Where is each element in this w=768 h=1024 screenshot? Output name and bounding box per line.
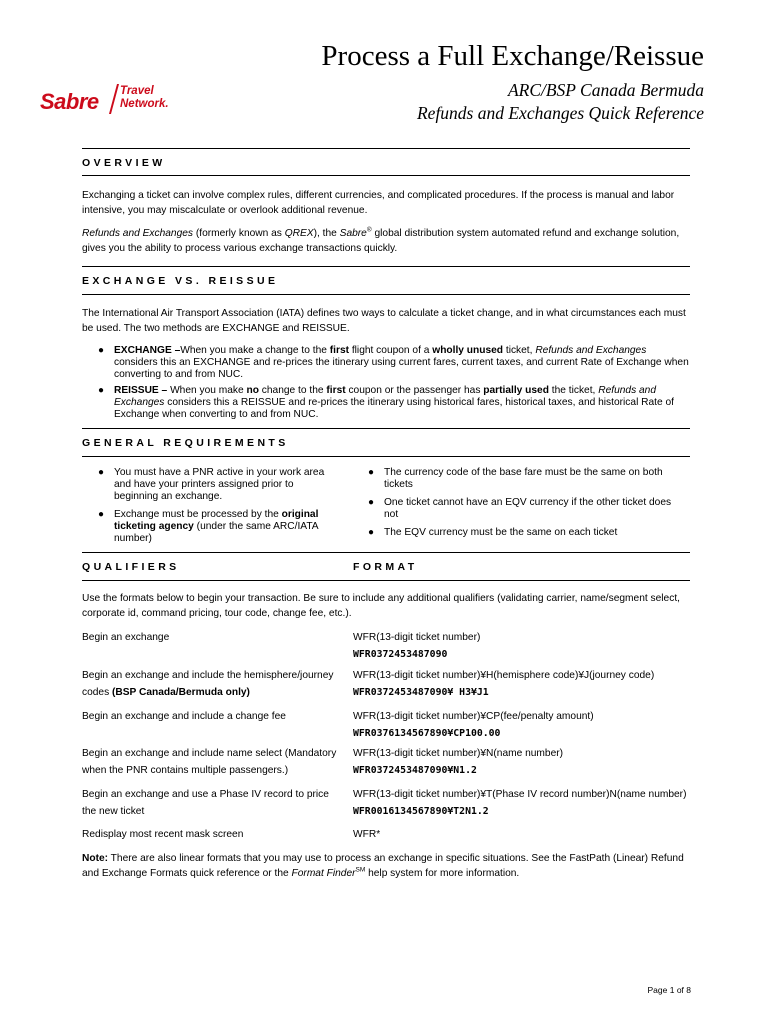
list-item-requirement: ● You must have a PNR active in your work area and have your printers assigned prior to beginning an exchange. bbox=[98, 467, 325, 502]
section-divider bbox=[82, 580, 690, 581]
section-divider bbox=[82, 552, 690, 553]
section-divider bbox=[82, 148, 690, 149]
section-heading-overview: OVERVIEW bbox=[82, 157, 166, 169]
table-row-format: WFR(13-digit ticket number)¥T(Phase IV record number)N(name number) WFR0016134567890¥T2N1.2 bbox=[353, 786, 693, 820]
section-divider bbox=[82, 266, 690, 267]
bullet-icon: ● bbox=[98, 467, 105, 478]
bullet-icon: ● bbox=[98, 509, 105, 520]
page-subtitle: ARC/BSP Canada Bermuda bbox=[507, 80, 704, 100]
page-subtitle-secondary: Refunds and Exchanges Quick Reference bbox=[416, 103, 704, 123]
section-divider bbox=[82, 294, 690, 295]
bullet-icon: ● bbox=[368, 527, 375, 538]
table-row-label: Begin an exchange bbox=[82, 632, 170, 643]
page-title: Process a Full Exchange/Reissue bbox=[321, 40, 704, 72]
table-row-label: Begin an exchange and include a change fee bbox=[82, 711, 286, 722]
table-row-format: WFR(13-digit ticket number)¥CP(fee/penalty amount) WFR0376134567890¥CP100.00 bbox=[353, 708, 693, 742]
list-item-reissue: ● REISSUE – When you make no change to the first coupon or the passenger has partially used the ticket, Refunds and Exchanges considers this a REISSUE and re-prices the itinerary using historical fares, historical taxes, and historical Rate of Exchange when converting to and from NUC. bbox=[98, 385, 675, 420]
bullet-icon: ● bbox=[368, 467, 375, 478]
table-row-format: WFR(13-digit ticket number)¥N(name number) WFR0372453487090¥N1.2 bbox=[353, 745, 693, 779]
section-heading-exchange-vs-reissue: EXCHANGE VS. REISSUE bbox=[82, 275, 279, 287]
section-divider bbox=[82, 175, 690, 176]
section-divider bbox=[82, 428, 690, 429]
list-item-requirement: ● One ticket cannot have an EQV currency if the other ticket does not bbox=[368, 497, 672, 520]
section-divider bbox=[82, 456, 690, 457]
table-row-format: WFR* bbox=[353, 829, 381, 840]
list-item-exchange: ● EXCHANGE –When you make a change to the first flight coupon of a wholly unused ticket, Refunds and Exchanges considers this an EXCHANGE and re-prices the itinerary using current fares, current taxes, and current Rate of Exchange when converting to and from NUC. bbox=[98, 345, 689, 380]
format-example: WFR0376134567890¥CP100.00 bbox=[353, 728, 501, 739]
exchange-intro-paragraph: The International Air Transport Association (IATA) defines two ways to calculate a ticket change, and in what circumstances each must be used. The two methods are EXCHANGE and REISSUE. bbox=[82, 308, 686, 334]
bullet-icon: ● bbox=[368, 497, 375, 508]
table-row-label: Begin an exchange and include the hemisphere/journey codes (BSP Canada/Bermuda only) bbox=[82, 670, 334, 698]
table-row-label: Redisplay most recent mask screen bbox=[82, 829, 244, 840]
bullet-icon: ● bbox=[98, 385, 105, 396]
section-heading-general-requirements: GENERAL REQUIREMENTS bbox=[82, 437, 289, 449]
logo-separator bbox=[109, 84, 119, 114]
format-example: WFR0372453487090¥N1.2 bbox=[353, 765, 477, 776]
format-example: WFR0372453487090¥ H3¥J1 bbox=[353, 687, 489, 698]
bullet-icon: ● bbox=[98, 345, 105, 356]
list-item-requirement: ● The EQV currency must be the same on each ticket bbox=[368, 527, 618, 538]
table-row-label: Begin an exchange and include name select (Mandatory when the PNR contains multiple passengers.) bbox=[82, 748, 337, 776]
list-item-requirement: ● The currency code of the base fare must be the same on both tickets bbox=[368, 467, 663, 490]
qualifiers-intro-paragraph: Use the formats below to begin your transaction. Be sure to include any additional qualifiers (validating carrier, name/segment select, corporate id, command pricing, tour code, change fee, etc.). bbox=[82, 593, 680, 619]
note-paragraph: Note: There are also linear formats that you may use to process an exchange in specific situations. See the FastPath (Linear) Refund and Exchange Formats quick reference or the Format Finder℠ help system for more information. bbox=[82, 853, 684, 879]
list-item-requirement: ● Exchange must be processed by the original ticketing agency (under the same ARC/IATA number) bbox=[98, 509, 319, 544]
sabre-travel-network-logo bbox=[40, 84, 168, 118]
table-row-format: WFR(13-digit ticket number) WFR0372453487090 bbox=[353, 629, 693, 663]
section-heading-format: FORMAT bbox=[353, 561, 418, 573]
table-row-format: WFR(13-digit ticket number)¥H(hemisphere code)¥J(journey code) WFR0372453487090¥ H3¥J1 bbox=[353, 667, 693, 701]
table-row-label: Begin an exchange and use a Phase IV record to price the new ticket bbox=[82, 789, 329, 817]
format-example: WFR0016134567890¥T2N1.2 bbox=[353, 806, 489, 817]
overview-paragraph-2: Refunds and Exchanges (formerly known as QREX), the Sabre® global distribution system automated refund and exchange solution, gives you the ability to process various exchange transactions quickly. bbox=[82, 226, 680, 254]
overview-paragraph: Exchanging a ticket can involve complex rules, different currencies, and complicated procedures. If the process is manual and labor intensive, you may miscalculate or overlook additional revenue. bbox=[82, 190, 675, 216]
format-example: WFR0372453487090 bbox=[353, 649, 448, 660]
logo-subtext: Travel Network. bbox=[120, 85, 169, 110]
section-heading-qualifiers: QUALIFIERS bbox=[82, 561, 180, 573]
page-number: Page 1 of 8 bbox=[647, 985, 691, 995]
logo-brand: Sabre bbox=[40, 89, 99, 114]
